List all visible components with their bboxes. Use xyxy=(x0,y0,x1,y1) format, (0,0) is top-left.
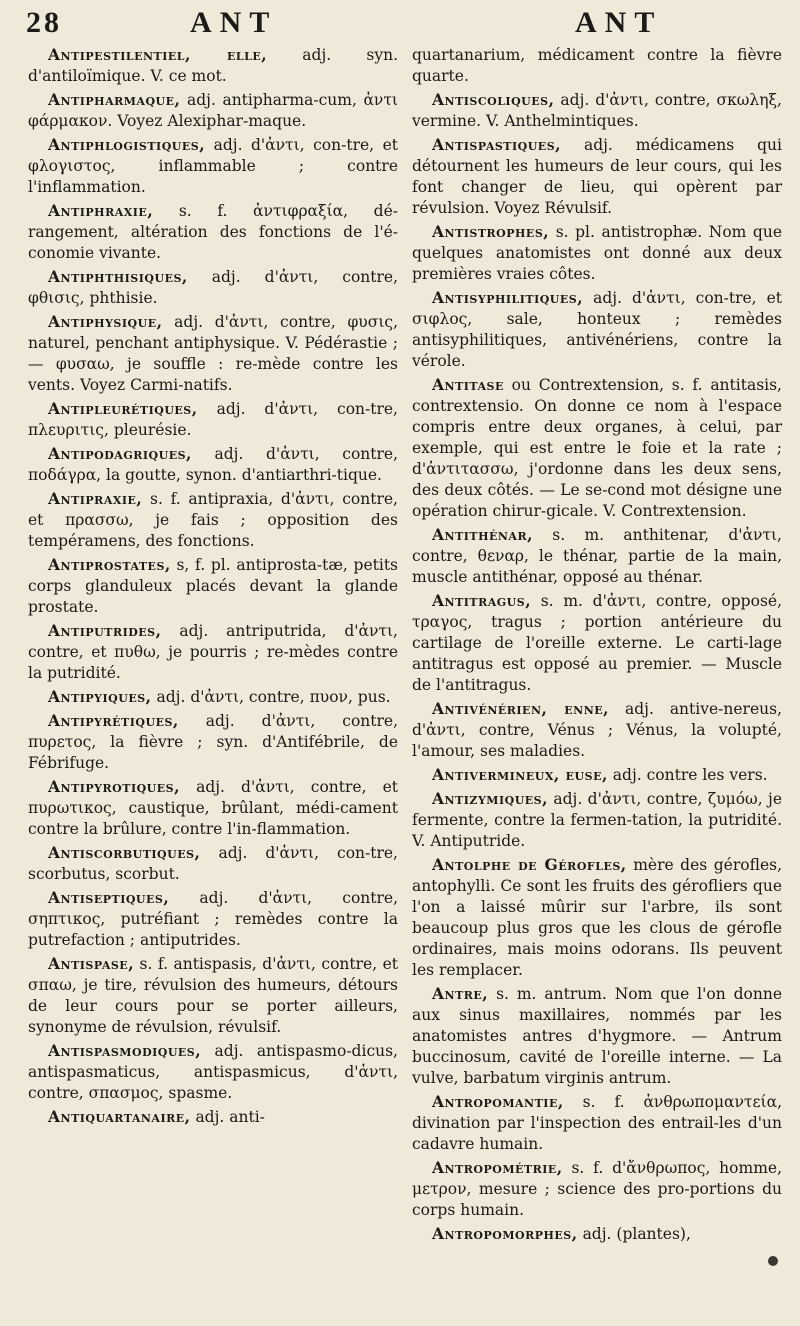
dictionary-entry xyxy=(412,221,782,285)
entry-headword: Antiscoliques, xyxy=(432,90,555,109)
left-column xyxy=(28,44,398,1130)
entry-headword: Antipestilentiel, elle, xyxy=(48,45,268,64)
entry-headword: Antitragus, xyxy=(432,591,532,610)
dictionary-entry xyxy=(28,554,398,618)
entry-definition: s. pl. antistrophæ. Nom que quelques anatomistes ont donné aux deux premières vraies côtes. xyxy=(412,223,782,283)
entry-definition: adj. antriputrida, d'ἀντι, contre, et πυθω, je pourris ; re-mèdes contre la putridité. xyxy=(28,622,398,682)
entry-definition: s. f. ἀνθρωπομαντεία, divination par l'inspection des entrail-les d'un cadavre humain. xyxy=(412,1093,782,1153)
entry-definition: adj. syn. d'antiloïmique. V. ce mot. xyxy=(28,46,398,85)
dictionary-entry xyxy=(412,983,782,1089)
dictionary-entry xyxy=(28,443,398,486)
entry-headword: Antispastiques, xyxy=(432,135,562,154)
entry-definition: adj. contre les vers. xyxy=(607,766,768,784)
entry-definition: adj. antive-nereus, d'ἀντι, contre, Vénus ; Vénus, la volupté, l'amour, ses maladies. xyxy=(412,700,782,760)
entry-headword: Antipodagriques, xyxy=(48,444,192,463)
dictionary-entry xyxy=(412,590,782,696)
entry-headword: Antivénérien, enne, xyxy=(432,699,610,718)
entry-definition: adj. d'ἀντι, contre, φθισις, phthisie. xyxy=(28,268,398,307)
entry-definition: s. f. d'ἄνθρωπος, homme, μετρον, mesure ; science des pro-portions du corps humain. xyxy=(412,1159,782,1219)
entry-headword: Antivermineux, euse, xyxy=(432,765,608,784)
dictionary-entry xyxy=(28,398,398,441)
entry-headword: Antropométrie, xyxy=(432,1158,563,1177)
entry-headword: Antiputrides, xyxy=(48,621,162,640)
entry-headword: Antipraxie, xyxy=(48,489,143,508)
entry-headword: Antipleurétiques, xyxy=(48,399,198,418)
entry-headword: Antiphysique, xyxy=(48,312,163,331)
entry-definition: adj. d'ἀντι, contre, σηπτικος, putréfiant ; remèdes contre la putrefaction ; antiputrides. xyxy=(28,889,398,949)
page-number: 28 xyxy=(26,6,62,39)
entry-definition: s. m. anthitenar, d'ἀντι, contre, θεναρ, le thénar, partie de la main, muscle antithénar, opposé au thénar. xyxy=(412,526,782,586)
entry-definition: adj. d'ἀντι, contre, πυρετος, la fièvre ; syn. d'Antifébrile, de Fébrifuge. xyxy=(28,712,398,772)
running-head-right: ANT xyxy=(575,6,663,39)
dictionary-entry xyxy=(28,311,398,396)
dictionary-entry xyxy=(412,698,782,762)
dictionary-entry xyxy=(28,1106,398,1128)
dictionary-entry xyxy=(412,374,782,522)
entry-definition: adj. d'ἀντι, contre, πυον, pus. xyxy=(151,688,391,706)
entry-headword: Antipharmaque, xyxy=(48,90,181,109)
entry-headword: Antistrophes, xyxy=(432,222,550,241)
dictionary-entry xyxy=(28,488,398,552)
entry-definition: adj. antipharma-cum, ἀντι φάρμακον. Voyez Alexiphar-maque. xyxy=(28,91,398,130)
entry-headword: Antispase, xyxy=(48,954,135,973)
dictionary-entry xyxy=(412,44,782,87)
dictionary-entry xyxy=(412,287,782,372)
entry-definition: adj. anti- xyxy=(190,1108,265,1126)
entry-definition: s. m. d'ἀντι, contre, opposé, τραγος, tragus ; portion antérieure du cartilage de l'oreille externe. Le carti-lage antitragus est opposé au premier. — Muscle de l'antitragus. xyxy=(412,592,782,694)
dictionary-entry xyxy=(28,686,398,708)
entry-headword: Antithénar, xyxy=(432,525,534,544)
entry-headword: Antiprostates, xyxy=(48,555,171,574)
entry-headword: Antre, xyxy=(432,984,489,1003)
dictionary-entry xyxy=(28,134,398,198)
dictionary-entry xyxy=(412,764,782,786)
entry-headword: Antipyrétiques, xyxy=(48,711,179,730)
entry-definition: adj. d'ἀντι, contre, ποδάγρα, la goutte, synon. d'antiarthri-tique. xyxy=(28,445,398,484)
entry-definition: adj. antispasmo-dicus, antispasmaticus, antispasmicus, d'ἀντι, contre, σπασμος, spasme. xyxy=(28,1042,398,1102)
entry-headword: Antropomantie, xyxy=(432,1092,564,1111)
entry-definition: s. f. antipraxia, d'ἀντι, contre, et πρασσω, je fais ; opposition des tempéramens, des fonctions. xyxy=(28,490,398,550)
dictionary-entry xyxy=(412,524,782,588)
dictionary-entry xyxy=(28,44,398,87)
dictionary-entry xyxy=(28,710,398,774)
entry-headword: Antiphlogistiques, xyxy=(48,135,206,154)
dictionary-entry xyxy=(412,1223,782,1245)
entry-definition: adj. d'ἀντι, contre, σκωληξ, vermine. V. Anthelmintiques. xyxy=(412,91,782,130)
right-column xyxy=(412,44,782,1247)
entry-definition: adj. d'ἀντι, contre, et πυρωτικος, caustique, brûlant, médi-cament contre la brûlure, contre l'in-flammation. xyxy=(28,778,398,838)
entry-definition: s. m. antrum. Nom que l'on donne aux sinus maxillaires, nommés par les anatomistes antres d'hygmore. — Antrum buccinosum, cavité de l'oreille interne. — La vulve, barbatum virginis antrum. xyxy=(412,985,782,1087)
dictionary-entry xyxy=(412,1157,782,1221)
dictionary-entry xyxy=(28,620,398,684)
dictionary-entry xyxy=(28,887,398,951)
entry-definition: adj. d'ἀντι, con-tre, et φλογιστος, inflammable ; contre l'inflammation. xyxy=(28,136,398,196)
entry-definition: adj. d'ἀντι, contre, ζυμόω, je fermente, contre la fermen-tation, la putridité. V. Antiputride. xyxy=(412,790,782,850)
dictionary-entry xyxy=(412,134,782,219)
dictionary-entry xyxy=(412,854,782,981)
entry-headword: Antiphthisiques, xyxy=(48,267,188,286)
entry-headword: Antispasmodiques, xyxy=(48,1041,202,1060)
entry-headword: Antropomorphes, xyxy=(432,1224,578,1243)
entry-headword: Antiseptiques, xyxy=(48,888,170,907)
dictionary-entry xyxy=(28,842,398,885)
dictionary-entry xyxy=(28,89,398,132)
entry-headword: Antitase xyxy=(432,375,504,394)
entry-headword: Antiscorbutiques, xyxy=(48,843,201,862)
dictionary-entry xyxy=(28,266,398,309)
entry-definition: s, f. pl. antiprosta-tæ, petits corps glanduleux placés devant la glande prostate. xyxy=(28,556,398,616)
entry-headword: Antisyphilitiques, xyxy=(432,288,584,307)
entry-headword: Antizymiques, xyxy=(432,789,549,808)
entry-headword: Antipyiques, xyxy=(48,687,152,706)
entry-headword: Antiquartanaire, xyxy=(48,1107,191,1126)
entry-headword: Antipyrotiques, xyxy=(48,777,180,796)
entry-definition: adj. médicamens qui détournent les humeurs de leur cours, qui les font changer de lieu, qui opèrent par révulsion. Voyez Révulsif. xyxy=(412,136,782,217)
entry-definition: adj. (plantes), xyxy=(577,1225,691,1243)
entry-definition: s. f. antispasis, d'ἀντι, contre, et σπαω, je tire, révulsion des humeurs, détours de leur cours pour se porter ailleurs, synonyme de révulsion, révulsif. xyxy=(28,955,398,1036)
entry-definition: adj. d'ἀντι, con-tre, scorbutus, scorbut. xyxy=(28,844,398,883)
entry-definition: adj. d'ἀντι, con-tre, πλευριτις, pleurésie. xyxy=(28,400,398,439)
dictionary-entry xyxy=(412,788,782,852)
entry-headword: Antiphraxie, xyxy=(48,201,154,220)
dictionary-entry xyxy=(28,200,398,264)
entry-definition: adj. d'ἀντι, contre, φυσις, naturel, penchant antiphysique. V. Pédérastie ; — φυσαω, je souffle : re-mède contre les vents. Voyez Carmi-natifs. xyxy=(28,313,398,394)
entry-definition: adj. d'ἀντι, con-tre, et σιφλος, sale, honteux ; remèdes antisyphilitiques, antivénériens, contre la vérole. xyxy=(412,289,782,370)
entry-definition: s. f. ἀντιφραξία, dé-rangement, altération des fonctions de l'é-conomie vivante. xyxy=(28,202,398,262)
entry-definition: quartanarium, médicament contre la fièvre quarte. xyxy=(412,46,782,85)
entry-definition: mère des gérofles, antophylli. Ce sont les fruits des gérofliers que l'on a laissé mûrir sur l'arbre, ils sont beaucoup plus gros que les clous de gérofle ordinaires, mais moins odorans. Ils peuvent les remplacer. xyxy=(412,856,782,979)
entry-headword: Antolphe de Gérofles, xyxy=(432,855,627,874)
dictionary-entry xyxy=(412,89,782,132)
dictionary-entry xyxy=(28,776,398,840)
running-head-left: ANT xyxy=(190,6,278,39)
dictionary-entry xyxy=(28,953,398,1038)
dictionary-entry xyxy=(412,1091,782,1155)
ink-blot xyxy=(768,1256,778,1266)
dictionary-entry xyxy=(28,1040,398,1104)
entry-definition: ou Contrextension, s. f. antitasis, contrextensio. On donne ce nom à l'espace compris entre deux organes, à celui, par exemple, qui est entre le foie et la rate ; d'ἀντιτασσω, j'ordonne dans les deux sens, des deux côtés. — Le se-cond mot désigne une opération chirur-gicale. V. Contrextension. xyxy=(412,376,782,520)
